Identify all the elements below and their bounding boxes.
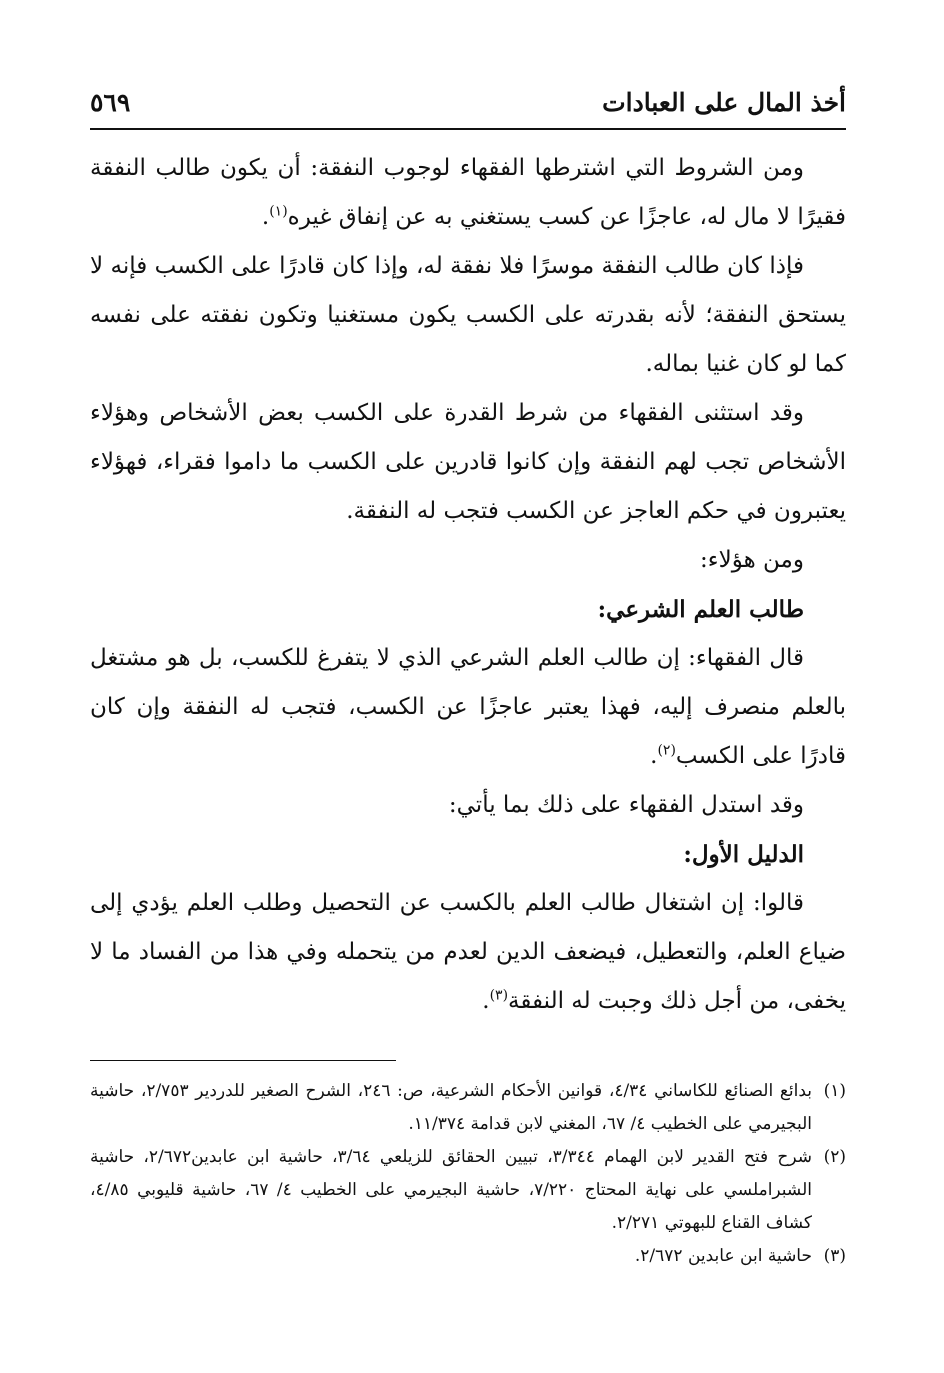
- main-text: [90, 144, 846, 1026]
- footnote-text: بدائع الصنائع للكاساني ٤/٣٤، قوانين الأحكام الشرعية، ص: ٢٤٦، الشرح الصغير للدردير ٢/٧٥٣، حاشية البجيرمي على الخطيب ٤/ ٦٧، المغني لابن قدامة ١١/٣٧٤.: [90, 1081, 812, 1134]
- paragraph: [90, 144, 846, 242]
- section-heading: [90, 585, 846, 634]
- paragraph-text: ومن هؤلاء:: [700, 547, 804, 573]
- paragraph-end: .: [650, 743, 658, 769]
- paragraph-end: .: [261, 204, 270, 230]
- paragraph-text: وقد استدل الفقهاء على ذلك بما يأتي:: [448, 792, 804, 818]
- footnote-number: (٣): [823, 1246, 846, 1266]
- footnote-reference: (٢): [657, 742, 676, 759]
- book-page: [90, 86, 846, 1273]
- paragraph-text: وقد استثنى الفقهاء من شرط القدرة على الكسب بعض الأشخاص وهؤلاء الأشخاص تجب لهم النفقة وإن كانوا قادرين على الكسب ما داموا فقراء، فهؤلاء يعتبرون في حكم العاجز عن الكسب فتجب له النفقة.: [90, 400, 846, 524]
- section-heading: [90, 830, 846, 879]
- footnotes: [90, 1075, 846, 1273]
- running-header: [90, 86, 846, 130]
- paragraph: [90, 389, 846, 536]
- paragraph-text: ومن الشروط التي اشترطها الفقهاء لوجوب النفقة: أن يكون طالب النفقة فقيرًا لا مال له، عاجزًا عن كسب يستغني به عن إنفاق غيره: [90, 155, 846, 230]
- footnote-separator: [90, 1060, 396, 1061]
- paragraph-text: قالوا: إن اشتغال طالب العلم بالكسب عن التحصيل وطلب العلم يؤدي إلى ضياع العلم، والتعطيل، فيضعف الدين لعدم من يتحمله وفي هذا من الفساد ما لا يخفى، من أجل ذلك وجبت له النفقة: [90, 890, 846, 1014]
- footnote: [90, 1075, 846, 1141]
- page-number: ٥٦٩: [90, 88, 131, 117]
- footnote-reference: (٣): [489, 987, 509, 1004]
- paragraph-text: قال الفقهاء: إن طالب العلم الشرعي الذي لا يتفرغ للكسب، بل هو مشتغل بالعلم منصرف إليه، فهذا يعتبر عاجزًا عن الكسب، فتجب له النفقة وإن كان قادرًا على الكسب: [90, 645, 846, 769]
- footnote: [90, 1141, 846, 1240]
- paragraph: [90, 536, 846, 585]
- footnote: [90, 1240, 846, 1273]
- section-heading-text: طالب العلم الشرعي:: [597, 596, 804, 623]
- footnote-number: (١): [823, 1081, 846, 1101]
- paragraph: [90, 879, 846, 1026]
- paragraph-text: فإذا كان طالب النفقة موسرًا فلا نفقة له، وإذا كان قادرًا على الكسب فإنه لا يستحق النفقة؛ لأنه بقدرته على الكسب يكون مستغنيا وتكون نفقته على نفسه كما لو كان غنيا بماله.: [90, 253, 846, 377]
- paragraph-end: .: [482, 988, 490, 1014]
- footnote-reference: (١): [269, 203, 288, 220]
- chapter-title: أخذ المال على العبادات: [602, 88, 846, 117]
- paragraph: [90, 634, 846, 781]
- footnote-text: شرح فتح القدير لابن الهمام ٣/٣٤٤، تبيين الحقائق للزيلعي ٣/٦٤، حاشية ابن عابدين٢/٦٧٢، حاشية الشبراملسي على نهاية المحتاج ٧/٢٢٠، حاشية البجيرمي على الخطيب ٤/ ٦٧، حاشية قليوبي ٤/٨٥، كشاف القناع للبهوتي ٢/٢٧١.: [90, 1147, 812, 1233]
- paragraph: [90, 242, 846, 389]
- section-heading-text: الدليل الأول:: [683, 841, 804, 868]
- footnote-number: (٢): [823, 1147, 846, 1167]
- paragraph: [90, 781, 846, 830]
- footnote-text: حاشية ابن عابدين ٢/٦٧٢.: [634, 1246, 812, 1266]
